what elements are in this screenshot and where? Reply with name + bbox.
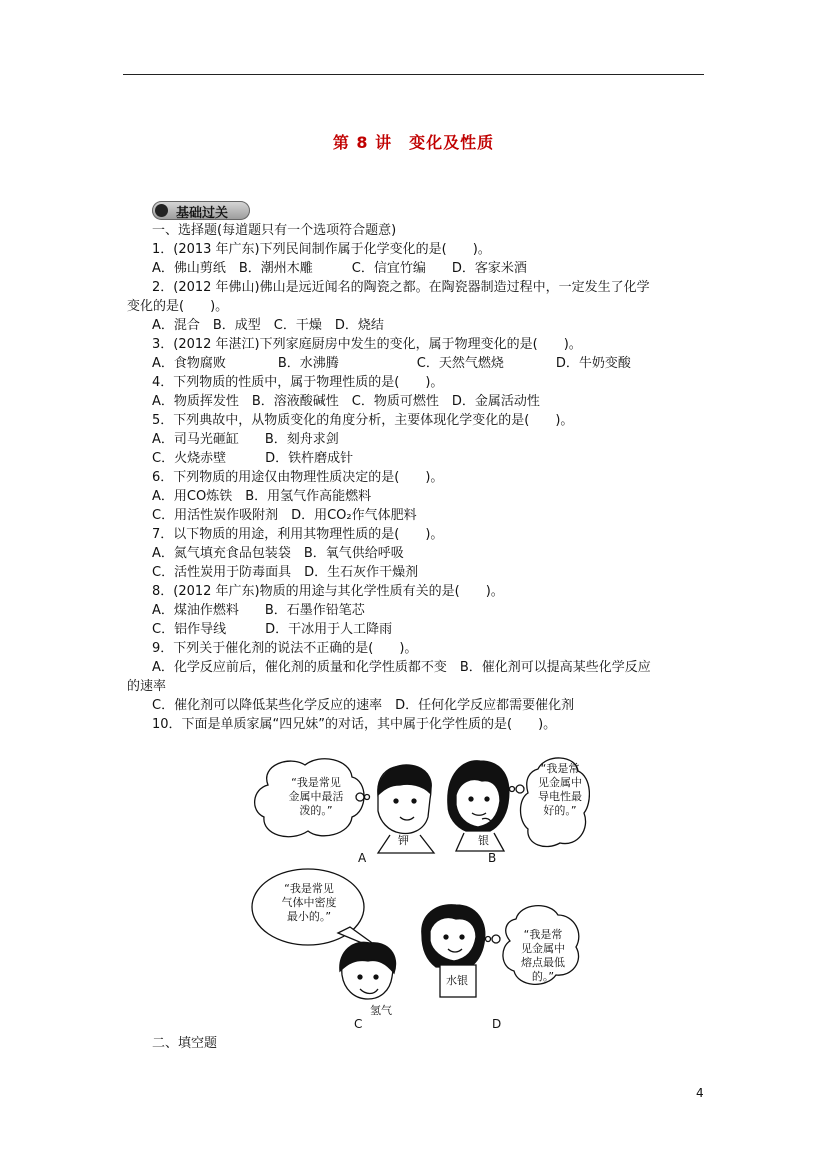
bubble-line: 气体中密度 [281, 896, 337, 909]
boy-hydrogen-icon [340, 942, 396, 999]
name-silver: 银 [478, 834, 489, 847]
bubble-line: 熔点最低 [521, 956, 565, 969]
question-options: A．煤油作燃料 B．石墨作铅笔芯 [152, 603, 365, 618]
page-number: 4 [696, 1086, 704, 1100]
caption-c: C [354, 1017, 363, 1031]
bubble-line: 见金属中 [538, 776, 582, 789]
question-text: 2．(2012 年佛山)佛山是远近闻名的陶瓷之都。在陶瓷器制造过程中，一定发生了化学 [152, 280, 650, 295]
question-options: C．火烧赤壁 D．铁杵磨成针 [152, 451, 354, 466]
bubble-line: 最小的。” [286, 910, 332, 923]
question-text: 8．(2012 年广东)物质的用途与其化学性质有关的是( )。 [152, 584, 504, 599]
question-options: A．司马光砸缸 B．刻舟求剑 [152, 432, 339, 447]
question-options: A．氮气填充食品包装袋 B．氧气供给呼吸 [152, 546, 404, 561]
caption-a: A [358, 851, 367, 865]
question-text: 6．下列物质的用途仅由物理性质决定的是( )。 [152, 470, 444, 485]
question-text: 5．下列典故中，从物质变化的角度分析，主要体现化学变化的是( )。 [152, 413, 574, 428]
bubble-line: 见金属中 [521, 942, 565, 955]
bubble-line: 泼的。” [299, 804, 333, 817]
question-options: A．食物腐败 B．水沸腾 C．天然气燃烧 D．牛奶变酸 [152, 356, 631, 371]
bubble-line: “我是常 [540, 762, 580, 775]
bubble-line: 导电性最 [538, 790, 582, 803]
name-hydrogen: 氢气 [370, 1004, 392, 1017]
bubble-line: 金属中最活 [288, 790, 344, 803]
question-text: 一、选择题(每道题只有一个选项符合题意) [152, 223, 397, 238]
question-text: 变化的是( )。 [127, 299, 229, 314]
section-heading: 二、填空题 [152, 1036, 218, 1051]
question-options: A．物质挥发性 B．溶液酸碱性 C．物质可燃性 D．金属活动性 [152, 394, 540, 409]
question-options: C．催化剂可以降低某些化学反应的速率 D．任何化学反应都需要催化剂 [152, 698, 575, 713]
section-badge [152, 201, 250, 220]
bubble-b-text [530, 762, 590, 818]
question-text: 4．下列物质的性质中，属于物理性质的是( )。 [152, 375, 444, 390]
caption-d: D [492, 1017, 502, 1031]
bubble-a-text [276, 776, 356, 818]
badge-label: 基础过关 [176, 206, 229, 221]
bubble-line: “我是常见 [291, 776, 341, 789]
bubble-line: 好的。” [543, 804, 577, 817]
bubble-line: “我是常见 [284, 882, 334, 895]
bubble-line: 的。” [531, 970, 555, 983]
name-potassium: 钾 [398, 834, 409, 847]
question-text: 7．以下物质的用途，利用其物理性质的是( )。 [152, 527, 444, 542]
bubble-line: “我是常 [523, 928, 563, 941]
question-text: 9．下列关于催化剂的说法不正确的是( )。 [152, 641, 418, 656]
caption-b: B [488, 851, 497, 865]
bubble-c-text [262, 882, 356, 924]
name-mercury: 水银 [446, 974, 468, 987]
page-title: 第 8 讲 变化及性质 [332, 133, 495, 152]
badge-dot-icon [155, 204, 168, 217]
question-text: 3．(2012 年湛江)下列家庭厨房中发生的变化，属于物理变化的是( )。 [152, 337, 582, 352]
question-text: 1．(2013 年广东)下列民间制作属于化学变化的是( )。 [152, 242, 491, 257]
question-options: C．活性炭用于防毒面具 D．生石灰作干燥剂 [152, 565, 419, 580]
question-options: A．佛山剪纸 B．潮州木雕 C．信宜竹编 D．客家米酒 [152, 261, 527, 276]
question-options: A．混合 B．成型 C．干燥 D．烧结 [152, 318, 384, 333]
question-options: A．用CO炼铁 B．用氢气作高能燃料 [152, 489, 372, 504]
question-options: C．铝作导线 D．干冰用于人工降雨 [152, 622, 393, 637]
question-options: 的速率 [127, 679, 167, 694]
bubble-d-text [510, 928, 576, 984]
question-options: C．用活性炭作吸附剂 D．用CO₂作气体肥料 [152, 508, 417, 523]
question-text: 10．下面是单质家属“四兄妹”的对话，其中属于化学性质的是( )。 [152, 717, 557, 732]
header-rule [123, 74, 704, 75]
question-options: A．化学反应前后，催化剂的质量和化学性质都不变 B．催化剂可以提高某些化学反应 [152, 660, 651, 675]
